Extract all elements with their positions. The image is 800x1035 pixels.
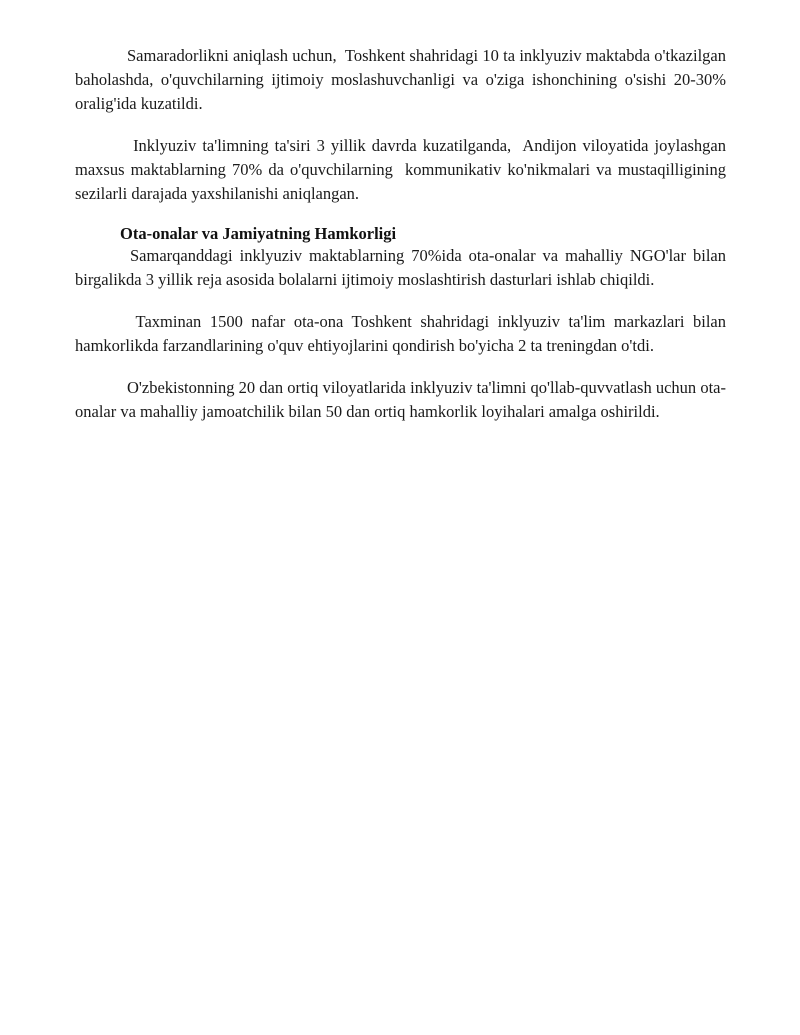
document-page (75, 44, 731, 442)
paragraph-impact: Inklyuziv ta'limning ta'siri 3 yillik davrda kuzatilganda, Andijon viloyatida joylashgan maxsus maktablarning 70% da o'quvchilarning kommunikativ ko'nikmalari va mustaqilligining sezilarli darajada yaxshilanishi aniqlangan. (75, 136, 731, 203)
paragraph-parents-training: Taxminan 1500 nafar ota-ona Toshkent shahridagi inklyuziv ta'lim markazlari bilan hamkorlikda farzandlarining o'quv ehtiyojlarini qondirish bo'yicha 2 ta treningdan o'tdi. (75, 312, 731, 355)
paragraph-effectiveness: Samaradorlikni aniqlash uchun, Toshkent shahridagi 10 ta inklyuziv maktabda o'tkazilgan baholashda, o'quvchilarning ijtimoiy moslashuvchanligi va o'ziga ishonchining o'sishi 20-30% oralig'ida kuzatildi. (75, 46, 731, 113)
section-heading: Ota-onalar va Jamiyatning Hamkorligi (120, 224, 397, 243)
paragraph-samarqand: Samarqanddagi inklyuziv maktablarning 70%ida ota-onalar va mahalliy NGO'lar bilan birgalikda 3 yillik reja asosida bolalarni ijtimoiy moslashtirish dasturlari ishlab chiqildi. (75, 246, 731, 289)
paragraph-partnership-projects: O'zbekistonning 20 dan ortiq viloyatlarida inklyuziv ta'limni qo'llab-quvvatlash uchun ota-onalar va mahalliy jamoatchilik bilan 50 dan ortiq hamkorlik loyihalari amalga oshirildi. (75, 378, 726, 421)
